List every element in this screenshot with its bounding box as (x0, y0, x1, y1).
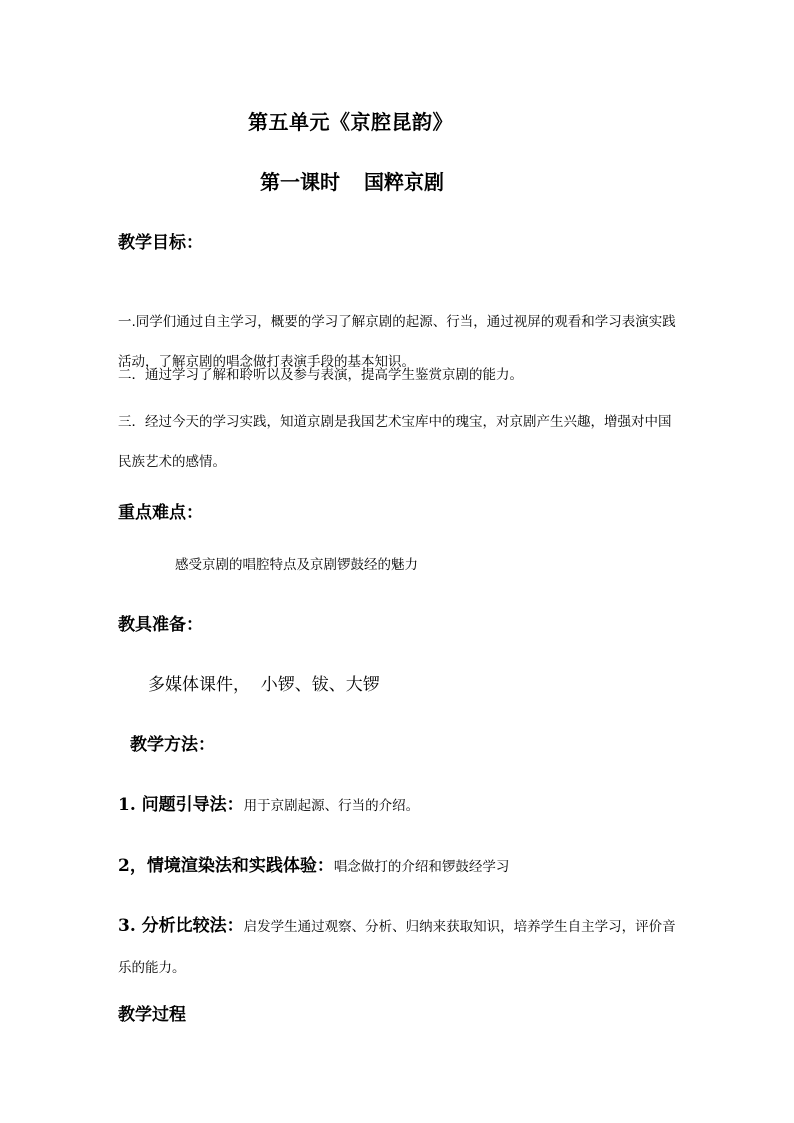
objectives-heading: 教学目标： (118, 233, 203, 253)
lesson-name: 国粹京剧 (364, 170, 444, 194)
unit-title: 第五单元《京腔昆韵》 (248, 110, 453, 134)
method-desc-2: 唱念做打的介绍和锣鼓经学习 (333, 859, 510, 875)
method-label-3: 3. 分析比较法： (118, 916, 244, 936)
method-label-1: 1. 问题引导法： (118, 795, 244, 815)
materials-text: 多媒体课件， 小锣、钹、大锣 (148, 675, 380, 695)
key-points-text: 感受京剧的唱腔特点及京剧锣鼓经的魅力 (175, 557, 418, 573)
materials-heading: 教具准备： (118, 615, 203, 635)
lesson-title (260, 166, 444, 195)
methods-heading: 教学方法： (130, 735, 215, 755)
lesson-label: 第一课时 (260, 170, 340, 194)
objective-item-3: 三．经过今天的学习实践，知道京剧是我国艺术宝库中的瑰宝，对京剧产生兴趣，增强对中国民族艺术的感情。 (118, 414, 672, 470)
process-heading: 教学过程 (118, 1005, 186, 1025)
method-item-3 (118, 906, 678, 988)
method-label-2: 2，情境渲染法和实践体验： (118, 856, 334, 876)
objective-item-1: 一.同学们通过自主学习，概要的学习了解京剧的起源、行当，通过视屏的观看和学习表演实践活动，了解京剧的唱念做打表演手段的基本知识。 (118, 314, 676, 370)
objective-item-2: 二．通过学习了解和聆听以及参与表演，提高学生鉴赏京剧的能力。 (118, 367, 523, 383)
key-points-heading: 重点难点： (118, 503, 203, 523)
method-item-2 (118, 851, 509, 876)
method-desc-1: 用于京剧起源、行当的介绍。 (243, 798, 420, 814)
method-desc-3: 启发学生通过观察、分析、归纳来获取知识，培养学生自主学习，评价音乐的能力。 (118, 919, 676, 976)
method-item-1 (118, 790, 419, 815)
